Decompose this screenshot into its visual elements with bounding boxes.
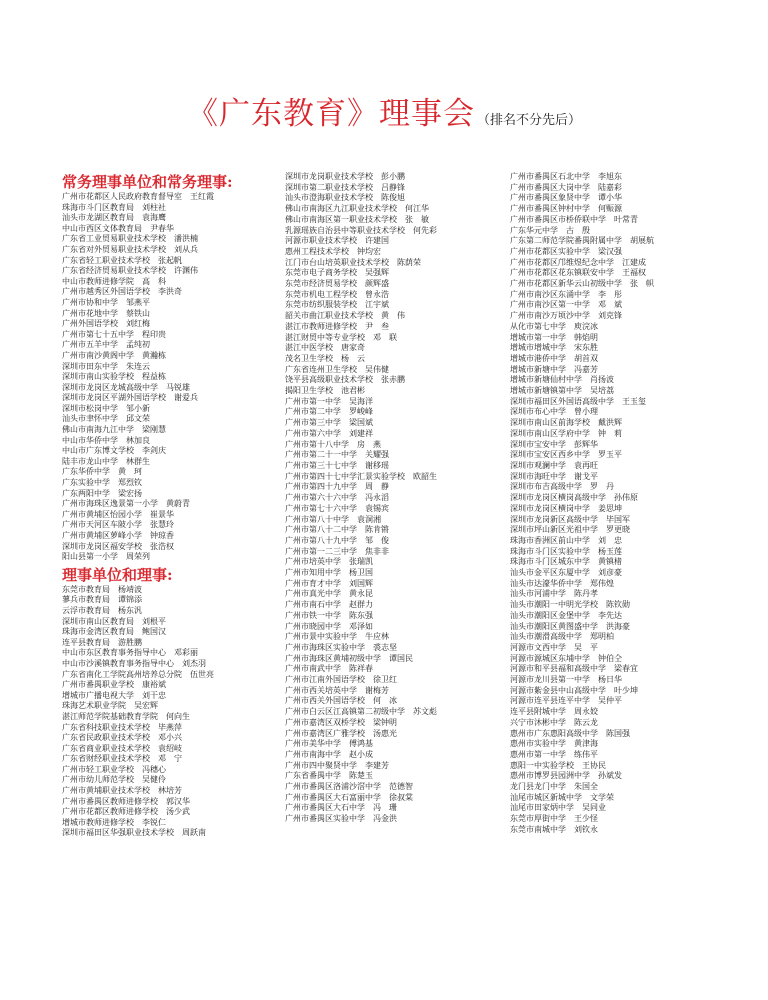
member-entry: 广州市番禺区教师进修学校 郭汉华 bbox=[62, 796, 190, 806]
member-entry: 中山市西区文体教育局 尹春华 bbox=[62, 223, 174, 233]
member-entry: 广东省经济贸易职业技术学校 许渊伟 bbox=[62, 266, 198, 276]
member-entry: 东莞市经济贸易学校 颜辉盛 bbox=[285, 279, 389, 289]
member-entry: 广州市第四十七中学汇景实验学校 欧韶生 bbox=[285, 471, 437, 481]
member-entry: 龙门县龙门中学 朱国全 bbox=[510, 782, 598, 792]
member-entry: 广州市江南外国语学校 徐卫红 bbox=[285, 675, 397, 685]
member-entry: 广州外国语学校 刘红梅 bbox=[62, 319, 150, 329]
member-entry: 陆丰市龙山中学 林群生 bbox=[62, 456, 150, 466]
member-entry: 河源市连平县连平中学 吴仲平 bbox=[510, 696, 622, 706]
member-entry: 从化市第七中学 庾浣冰 bbox=[510, 321, 598, 331]
member-entry: 广州市番禺职业学校 康裕斌 bbox=[62, 680, 166, 690]
page-subtitle: （排名不分先后） bbox=[476, 113, 581, 128]
member-entry: 深圳市宝安中学 彭辉华 bbox=[510, 439, 598, 449]
member-entry: 深圳市布心中学 曾小理 bbox=[510, 407, 598, 417]
member-entry: 广东两阳中学 梁宏扬 bbox=[62, 488, 142, 498]
member-entry: 东莞市教育局 杨靖波 bbox=[62, 584, 142, 594]
member-entry: 广州市嘉湾区双桥学校 梁钟明 bbox=[285, 717, 397, 727]
member-entry: 广州市花地中学 蔡铁山 bbox=[62, 308, 150, 318]
member-entry: 河源市文西中学 吴 平 bbox=[510, 642, 598, 652]
member-entry: 广东省商业职业技术学校 袁绍岐 bbox=[62, 743, 182, 753]
member-entry: 广州市海珠区逸景第一小学 黄蔚青 bbox=[62, 499, 190, 509]
member-entry: 深圳市龙岗职业技术学校 彭小鹏 bbox=[285, 172, 405, 181]
member-entry: 中山市广东博文学校 李剑庆 bbox=[62, 446, 166, 456]
member-entry: 广州市黄埔区萝峰小学 钟琼香 bbox=[62, 531, 174, 540]
member-entry: 广州市白云区江高镇第二初级中学 苏文彪 bbox=[285, 707, 437, 717]
member-entry: 汕头市潮阳区金堡中学 李先达 bbox=[510, 610, 622, 620]
member-entry: 汕头市潮阳一中明光学校 陈钦勋 bbox=[510, 600, 630, 610]
council-list bbox=[62, 585, 312, 839]
member-entry: 深圳市海旺中学 谢戈平 bbox=[510, 471, 598, 481]
member-entry: 揭阳卫生学校 池君彬 bbox=[285, 386, 365, 396]
member-entry: 增城市增城中学 宋东胜 bbox=[510, 343, 598, 353]
member-entry: 广州市第七十六中学 袁锡宾 bbox=[285, 503, 389, 513]
member-entry: 广州市南石中学 赵群力 bbox=[285, 600, 373, 610]
council-list-continued-2 bbox=[510, 172, 760, 836]
member-entry: 广州市第八十九中学 邹 俊 bbox=[285, 535, 389, 545]
member-entry: 广州市第三十七中学 谢移瑶 bbox=[285, 460, 389, 470]
member-entry: 惠阳一中实验学校 王协民 bbox=[510, 760, 606, 770]
member-entry: 广州市番禺区市桥侨联中学 叶常青 bbox=[510, 214, 638, 224]
member-entry: 深圳市龙岗区横岗高级中学 孙伟原 bbox=[510, 493, 638, 503]
member-entry: 广州市幼儿师范学校 吴健伶 bbox=[62, 775, 166, 785]
member-entry: 广州市第一中学 吴海洋 bbox=[285, 396, 373, 406]
member-entry: 广州市南沙万顷沙中学 刘克锋 bbox=[510, 311, 622, 321]
member-entry: 东莞市纺织服装学校 江宇斌 bbox=[285, 300, 389, 310]
member-entry: 汕头市澄海职业技术学校 陈俊旭 bbox=[285, 193, 405, 203]
member-entry: 广东华元中学 古 殷 bbox=[510, 225, 590, 235]
member-entry: 阳山县第一小学 周荣列 bbox=[62, 552, 150, 562]
member-entry: 广州市番禺区大石富丽中学 徐叔棠 bbox=[285, 792, 413, 802]
member-entry: 中山市东区教育事务指导中心 邓彩丽 bbox=[62, 648, 198, 658]
member-entry: 珠海市金湾区教育局 鲍国汉 bbox=[62, 627, 166, 637]
member-entry: 广州市第六中学 刘建祥 bbox=[285, 428, 373, 438]
member-entry: 广东省财经职业技术学校 邓 宁 bbox=[62, 754, 182, 764]
member-entry: 广州市美华中学 傅鸿基 bbox=[285, 739, 373, 749]
member-entry: 广州市番禺区大石中学 冯 珊 bbox=[285, 803, 397, 813]
member-entry: 广州市第二中学 罗峻峰 bbox=[285, 407, 373, 417]
member-entry: 深圳市龙岗区福安学校 张浩权 bbox=[62, 541, 174, 551]
member-entry: 广东省番禺中学 陈楚玉 bbox=[285, 771, 373, 781]
member-entry: 广东第二师范学院番禺附属中学 胡展航 bbox=[510, 236, 654, 246]
member-entry: 广东省南化工学院高州培养总分院 伍世亮 bbox=[62, 669, 214, 679]
member-entry: 汕头市达濠华侨中学 郑伟煌 bbox=[510, 578, 614, 588]
member-entry: 乳源瑶族自治县中等职业技术学校 何先彩 bbox=[285, 225, 437, 235]
member-entry: 云浮市教育局 杨东汎 bbox=[62, 605, 142, 615]
member-entry: 惠州市第一中学 练伟平 bbox=[510, 749, 598, 759]
member-entry: 深圳市南山区教育局 刘根平 bbox=[62, 616, 166, 626]
member-entry: 深圳市南山区学府中学 钟 莉 bbox=[510, 428, 622, 438]
member-entry: 汕头市潮滑高级中学 郑明柏 bbox=[510, 632, 614, 642]
member-entry: 汕头市龙湖区教育局 袁海鹰 bbox=[62, 213, 166, 223]
member-entry: 连平县附城中学 周永姣 bbox=[510, 707, 598, 717]
member-entry: 广东省轻工职业技术学校 张起帆 bbox=[62, 255, 182, 265]
member-entry: 湛江师范学院基础教育学院 何向生 bbox=[62, 711, 190, 721]
member-entry: 广州市第六十六中学 冯永滔 bbox=[285, 493, 389, 503]
section-heading-standing-council: 常务理事单位和常务理事: bbox=[62, 173, 233, 191]
member-entry: 惠州市广东惠阳高级中学 陈国强 bbox=[510, 728, 630, 738]
member-entry: 广州市晓园中学 邓泽如 bbox=[285, 621, 373, 631]
member-entry: 广州市番禺区实验中学 冯金洪 bbox=[285, 814, 397, 824]
member-entry: 广州市真光中学 黄永昆 bbox=[285, 589, 373, 599]
member-entry: 广州市海珠区实验中学 裘志坚 bbox=[285, 642, 397, 652]
member-entry: 广州市番禺区象贤中学 谭小华 bbox=[510, 193, 622, 203]
member-entry: 广州市第三中学 梁国斌 bbox=[285, 418, 373, 428]
member-entry: 中山市教师进修学院 高 科 bbox=[62, 276, 166, 286]
council-list-continued bbox=[285, 172, 535, 825]
member-entry: 东莞市南城中学 刘钦永 bbox=[510, 824, 598, 834]
member-entry: 广州市花都区人民政府教育督导室 王红霞 bbox=[62, 192, 214, 201]
member-entry: 广州市南武中学 陈祥春 bbox=[285, 664, 373, 674]
member-entry: 广州市嘉湾区广雅学校 汤惠光 bbox=[285, 728, 397, 738]
member-entry: 深圳市松岗中学 邹小新 bbox=[62, 403, 150, 413]
member-entry: 蓼兵市教育局 谭锦添 bbox=[62, 595, 142, 605]
member-entry: 广州市协和中学 邹燕平 bbox=[62, 297, 150, 307]
member-entry: 深圳市龙岗区横岗中学 姜思坤 bbox=[510, 503, 622, 513]
member-entry: 广州市花都区新华云山初级中学 张 帜 bbox=[510, 279, 654, 289]
member-entry: 增城市新塘镇第中学 吴培荔 bbox=[510, 386, 614, 396]
member-entry: 广州市第一二三中学 焦非非 bbox=[285, 546, 389, 556]
member-entry: 河源市和平县福和高级中学 梁春宜 bbox=[510, 664, 638, 674]
member-entry: 深圳市南山区前海学校 戴洪辉 bbox=[510, 418, 622, 428]
member-entry: 深圳市宝安区西乡中学 罗玉平 bbox=[510, 450, 622, 460]
member-entry: 广州市南沙黄阁中学 黄瀚栋 bbox=[62, 350, 166, 360]
member-entry: 深圳市布吉高级中学 罗 丹 bbox=[510, 482, 614, 492]
member-entry: 广州市景中实验中学 牛应林 bbox=[285, 632, 389, 642]
member-entry: 广州市南沙区第一中学 邓 斌 bbox=[510, 300, 622, 310]
member-entry: 广东实验中学 郑烈钦 bbox=[62, 478, 142, 488]
member-entry: 东莞市机电工程学校 曾永浩 bbox=[285, 289, 389, 299]
member-entry: 深圳市田东中学 朱连云 bbox=[62, 361, 150, 371]
member-entry: 汕头市河浦中学 陈丹孝 bbox=[510, 589, 598, 599]
member-entry: 广州市第八十二中学 陈肯锵 bbox=[285, 525, 389, 535]
member-entry: 广州市第二十一中学 关耀强 bbox=[285, 450, 389, 460]
member-entry: 广州市第十八中学 房 燕 bbox=[285, 439, 381, 449]
member-entry: 河源市紫金县中山高级中学 叶少坤 bbox=[510, 685, 638, 695]
page-header bbox=[0, 88, 768, 133]
member-entry: 汕头市聿怀中学 邱文荣 bbox=[62, 414, 150, 424]
member-entry: 广州市西关外国语学校 何 冰 bbox=[285, 696, 397, 706]
member-entry: 广州市黄埔区怡园小学 崔景华 bbox=[62, 509, 174, 519]
member-entry: 广州市番禺区钟村中学 何赈源 bbox=[510, 204, 622, 214]
member-entry: 深圳市南山实验学校 程益栋 bbox=[62, 372, 166, 382]
member-entry: 广州市四中聚贤中学 李建芳 bbox=[285, 760, 389, 770]
member-entry: 河源市职业技术学校 许建国 bbox=[285, 236, 389, 246]
member-entry: 连平县教育局 游胜鹏 bbox=[62, 637, 142, 647]
member-entry: 深圳市福田区华强职业技术学校 周跃南 bbox=[62, 828, 206, 838]
member-entry: 深圳市观澜中学 袁再旺 bbox=[510, 460, 598, 470]
member-entry: 汕尾市城区新城中学 文学荣 bbox=[510, 792, 614, 802]
page-title: 《广东教育》理事会 bbox=[186, 96, 475, 132]
member-entry: 佛山市南海九江中学 梁刚慧 bbox=[62, 425, 166, 435]
member-entry: 广州市第四十九中学 周 静 bbox=[285, 482, 389, 492]
column-1 bbox=[62, 172, 312, 839]
member-entry: 惠州市博罗县园洲中学 孙斌发 bbox=[510, 771, 622, 781]
member-entry: 珠海市斗门区教育局 刘柱社 bbox=[62, 202, 166, 212]
member-entry: 广州市第七十五中学 程印贵 bbox=[62, 329, 166, 339]
member-entry: 增城市广播电视大学 刘干忠 bbox=[62, 690, 166, 700]
member-entry: 广州市花都区实验中学 梁汉强 bbox=[510, 246, 622, 256]
member-entry: 广州市番禺区洛浦沙滘中学 范德智 bbox=[285, 782, 413, 792]
member-entry: 广州市花都区邝维煜纪念中学 江建成 bbox=[510, 257, 646, 267]
member-entry: 佛山市南海区第一职业技术学校 张 敏 bbox=[285, 214, 429, 224]
member-entry: 广东华侨中学 黄 珂 bbox=[62, 467, 142, 477]
member-entry: 江门市台山培英职业技术学校 陈荫荣 bbox=[285, 257, 421, 267]
column-3 bbox=[510, 172, 760, 836]
member-entry: 珠海市斗门区城东中学 黄镇楮 bbox=[510, 557, 622, 567]
member-entry: 广州市越秀区外国语学校 李洪奇 bbox=[62, 287, 182, 297]
member-entry: 广东省民政职业技术学校 邓小兴 bbox=[62, 733, 182, 743]
member-entry: 河源市源城区东埔中学 钟伯仝 bbox=[510, 653, 622, 663]
member-entry: 茂名卫生学校 杨 云 bbox=[285, 353, 365, 363]
member-entry: 广东省对外贸易职业技术学校 刘从兵 bbox=[62, 244, 198, 254]
member-entry: 广州市第八十中学 袁洞湘 bbox=[285, 514, 381, 524]
member-entry: 中山市华侨中学 林加良 bbox=[62, 435, 150, 445]
member-entry: 饶平县高级职业技术学校 张赤鹏 bbox=[285, 375, 405, 385]
member-entry: 深圳市龙岗区龙城高级中学 马锐雄 bbox=[62, 382, 190, 392]
member-entry: 珠海艺术职业学院 吴宏辉 bbox=[62, 701, 158, 711]
member-entry: 广东省科技职业技术学校 毕燕萍 bbox=[62, 722, 182, 732]
member-entry: 广州市知用中学 杨卫国 bbox=[285, 568, 373, 578]
member-entry: 河源市龙川县第一中学 杨日华 bbox=[510, 675, 622, 685]
member-entry: 增城市新塘仙村中学 肖扬波 bbox=[510, 375, 614, 385]
member-entry: 广州市花都区教师进修学校 汤少武 bbox=[62, 807, 190, 817]
member-entry: 广州市番禺区石北中学 李旭东 bbox=[510, 172, 622, 181]
member-entry: 惠州工程技术学校 钟均宏 bbox=[285, 246, 381, 256]
member-entry: 东莞市电子商务学校 吴强辉 bbox=[285, 268, 389, 278]
standing-council-list bbox=[62, 192, 312, 563]
member-entry: 广州市天河区车陂小学 张慧玲 bbox=[62, 520, 174, 530]
member-entry: 广州市铁一中学 陈东强 bbox=[285, 610, 373, 620]
member-entry: 深圳市龙岗新区高级中学 毕国军 bbox=[510, 514, 630, 524]
member-entry: 湛江市教师进修学校 尹 叁 bbox=[285, 321, 389, 331]
member-entry: 广东省连州卫生学校 吴伟健 bbox=[285, 364, 389, 374]
member-entry: 兴宁市沐彬中学 陈云龙 bbox=[510, 717, 598, 727]
member-entry: 惠州市实验中学 黄津海 bbox=[510, 739, 598, 749]
member-entry: 广州市西关培英中学 谢梅芳 bbox=[285, 685, 389, 695]
member-entry: 深圳市坪山新区光祖中学 罗更晓 bbox=[510, 525, 630, 535]
member-entry: 广州市南海中学 赵小成 bbox=[285, 749, 373, 759]
member-entry: 广州市培英中学 张瑞凯 bbox=[285, 557, 373, 567]
member-entry: 深圳市龙岗区平湖外国语学校 谢爱兵 bbox=[62, 393, 198, 403]
member-entry: 增城市新塘中学 冯嘉芳 bbox=[510, 364, 598, 374]
member-entry: 韶关市曲江职业技术学校 黄 伟 bbox=[285, 311, 405, 321]
member-entry: 增城市第一中学 韩焰明 bbox=[510, 332, 598, 342]
member-entry: 汕头市潮阳区黄图盛中学 洪海豪 bbox=[510, 621, 630, 631]
member-entry: 增城市教师进修学校 李锐仁 bbox=[62, 817, 166, 827]
member-entry: 汕尾市田家炳中学 吴同业 bbox=[510, 803, 606, 813]
member-entry: 广州市海珠区黄埔初级中学 谭国民 bbox=[285, 653, 413, 663]
member-entry: 珠海市香洲区前山中学 刘 忠 bbox=[510, 535, 622, 545]
member-entry: 广州市南沙区东涌中学 李 彤 bbox=[510, 289, 622, 299]
member-entry: 珠海市斗门区实验中学 杨玉莲 bbox=[510, 546, 622, 556]
member-entry: 湛江财贸中等专业学校 邓 联 bbox=[285, 332, 397, 342]
member-entry: 广州市轻工职业学校 冯穗心 bbox=[62, 764, 166, 774]
member-entry: 广州市育才中学 刘国辉 bbox=[285, 578, 373, 588]
member-entry: 汕头市金平区东厦中学 刘彦豪 bbox=[510, 568, 622, 578]
member-entry: 佛山市南海区九江职业技术学校 何江华 bbox=[285, 204, 429, 214]
member-entry: 深圳市福田区外国语高级中学 王玉玺 bbox=[510, 396, 646, 406]
member-entry: 广州市黄埔职业技术学校 林培芳 bbox=[62, 786, 182, 796]
member-entry: 广东省工业贸易职业技术学校 潘洪楠 bbox=[62, 234, 198, 244]
member-entry: 广州市五羊中学 孟纯初 bbox=[62, 340, 150, 350]
member-entry: 东莞市厚街中学 王少怪 bbox=[510, 814, 598, 824]
column-2 bbox=[285, 172, 535, 825]
member-entry: 广州市花都区花东镇联安中学 王福权 bbox=[510, 268, 646, 278]
member-entry: 增城市港侨中学 胡首双 bbox=[510, 353, 598, 363]
member-entry: 深圳市第二职业技术学校 吕静锋 bbox=[285, 182, 405, 192]
member-entry: 广州市番禺区大岗中学 陆嘉彩 bbox=[510, 182, 622, 192]
section-heading-council: 理事单位和理事: bbox=[62, 565, 173, 584]
member-entry: 中山市沙溪镇教育事务指导中心 刘杰羽 bbox=[62, 658, 206, 668]
member-entry: 湛江中医学校 唐家奇 bbox=[285, 343, 365, 353]
